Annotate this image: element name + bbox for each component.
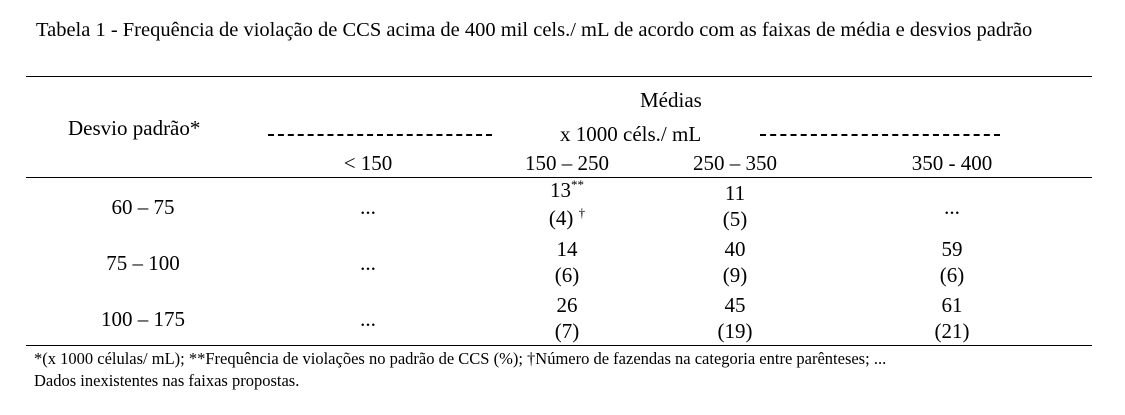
table-cell-empty: ... xyxy=(360,307,376,331)
table-cell-empty: ... xyxy=(360,195,376,219)
column-header-lt150: < 150 xyxy=(343,151,393,175)
table-cell-value: 11 xyxy=(724,181,746,205)
row-header-desvio-padrao: Desvio padrão* xyxy=(68,116,201,140)
table-cell-count xyxy=(507,206,627,231)
table-cell-value xyxy=(507,178,627,203)
table-cell-count: (5) xyxy=(722,207,748,231)
table-cell-count: (7) xyxy=(554,319,580,343)
table-cell-count: (6) xyxy=(554,263,580,287)
double-asterisk-mark: ** xyxy=(571,177,584,192)
cell-count-text: (4) xyxy=(548,206,574,230)
group-header-unit: x 1000 céls./ mL xyxy=(560,122,702,146)
table-cell-empty: ... xyxy=(360,251,376,275)
group-dashed-rule-left xyxy=(268,134,492,136)
group-dashed-rule-right xyxy=(760,134,1000,136)
table-cell-value: 40 xyxy=(724,237,746,261)
footnote-line-1: *(x 1000 células/ mL); **Frequência de violações no padrão de CCS (%); †Número de fazendas na categoria entre parênteses; ... xyxy=(34,349,887,368)
table-cell-count: (6) xyxy=(939,263,965,287)
table-caption: Tabela 1 - Frequência de violação de CCS acima de 400 mil cels./ mL de acordo com as faixas de média e desvios padrão xyxy=(36,19,1033,41)
table-cell-value: 14 xyxy=(556,237,578,261)
table-cell-count: (19) xyxy=(717,319,753,343)
table-cell-value: 61 xyxy=(941,293,963,317)
group-header-medias: Médias xyxy=(640,88,702,112)
dagger-mark: † xyxy=(578,205,586,220)
table-cell-value: 26 xyxy=(556,293,578,317)
footnote-line-2: Dados inexistentes nas faixas propostas. xyxy=(34,371,300,390)
column-header-150-250: 150 – 250 xyxy=(525,151,609,175)
table-cell-value: 59 xyxy=(941,237,963,261)
row-label: 100 – 175 xyxy=(101,307,185,331)
column-header-250-350: 250 – 350 xyxy=(693,151,777,175)
row-label: 75 – 100 xyxy=(106,251,180,275)
table-cell-count: (9) xyxy=(722,263,748,287)
column-header-350-400: 350 - 400 xyxy=(911,151,993,175)
top-rule xyxy=(26,76,1092,77)
table-cell-value: 45 xyxy=(724,293,746,317)
table-cell-empty: ... xyxy=(944,195,960,219)
bottom-rule xyxy=(26,345,1092,346)
row-label: 60 – 75 xyxy=(111,195,175,219)
table-cell-count: (21) xyxy=(934,319,970,343)
cell-value-text: 13 xyxy=(550,178,571,202)
table-footnote xyxy=(34,348,1094,392)
